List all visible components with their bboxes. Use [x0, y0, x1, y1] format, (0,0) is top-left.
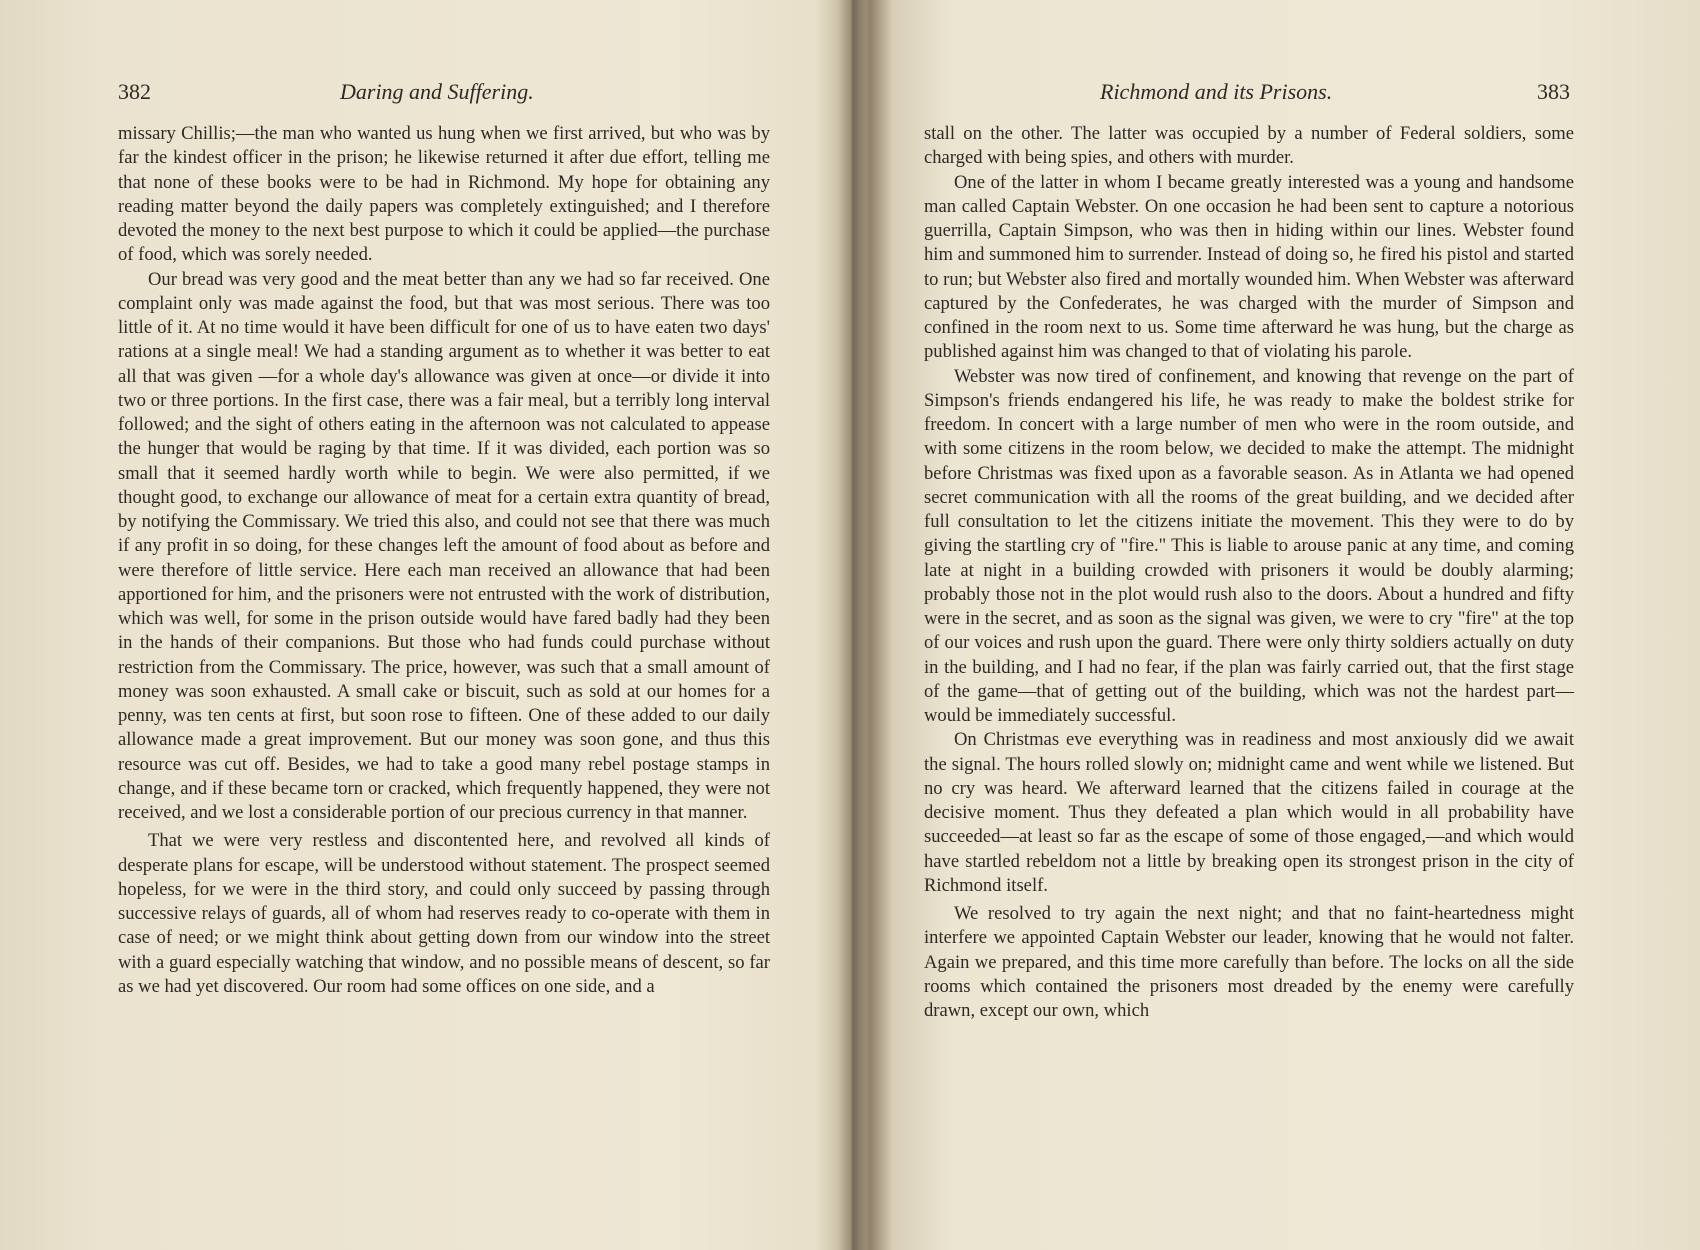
- right-page-header: [920, 72, 1570, 112]
- left-page-number: 382: [118, 79, 151, 104]
- left-paragraph-2: Our bread was very good and the meat better than any we had so far received. One complaint only was made against the food, but that was most serious. There was too little of it. At no time would it have been difficult for one of us to have eaten two days' rations at a single meal! We had a standing argument as to whether it was better to eat all that was given —for a whole day's allowance was given at once—or divide it into two or three portions. In the first case, there was a fair meal, but a terribly long interval followed; and the sight of others eating in the afternoon was not calculated to appease the hunger that would be raging by that time. If it was divided, each portion was so small that it seemed hardly worth while to begin. We were also permitted, if we thought good, to exchange our allowance of meat for a certain extra quantity of bread, by notifying the Commissary. We tried this also, and could not see that there was much if any profit in so doing, for these changes left the amount of food about as before and were therefore of little service. Here each man received an allowance that had been apportioned for him, and the prisoners were not entrusted with the work of distribution, which was well, for some in the prison outside would have fared badly had they been in the hands of their companions. But those who had funds could purchase without restriction from the Commissary. The price, however, was such that a small amount of money was soon exhausted. A small cake or biscuit, such as sold at our homes for a penny, was ten cents at first, but soon rose to fifteen. One of these added to our daily allowance made a great improvement. But our money was soon gone, and thus this resource was cut off. Besides, we had to take a good many rebel postage stamps in change, and if these became torn or cracked, which frequently happened, they were not received, and we lost a considerable portion of our precious currency in that manner.: [118, 268, 770, 823]
- right-page-body: [924, 122, 1574, 1023]
- right-paragraph-1: stall on the other. The latter was occupied by a number of Federal soldiers, some charged with being spies, and others with murder.: [924, 123, 1574, 169]
- right-page-number: 383: [1537, 79, 1570, 104]
- right-paragraph-2: One of the latter in whom I became greatly interested was a young and handsome man called Captain Webster. On one occasion he had been sent to capture a notorious guerrilla, Captain Simpson, who was then in hiding within our lines. Webster found him and summoned him to surrender. Instead of doing so, he fired his pistol and started to run; but Webster also fired and mortally wounded him. When Webster was afterward captured by the Confederates, he was charged with the murder of Simpson and confined in the room next to us. Some time afterward he was hung, but the charge as published against him was changed to that of violating his parole.: [924, 171, 1574, 363]
- left-paragraph-1: missary Chillis;—the man who wanted us hung when we first arrived, but who was by far the kindest officer in the prison; he likewise returned it after due effort, telling me that none of these books were to be had in Richmond. My hope for obtaining any reading matter beyond the daily papers was completely extinguished; and I therefore devoted the money to the next best purpose to which it could be applied—the purchase of food, which was sorely needed.: [118, 123, 770, 266]
- right-page: [850, 0, 1700, 1250]
- left-paragraph-3: That we were very restless and discontented here, and revolved all kinds of desperate plans for escape, will be understood without statement. The prospect seemed hopeless, for we were in the third story, and could only succeed by passing through successive relays of guards, all of whom had reserves ready to co-operate with them in case of need; or we might think about getting down from our window into the street with a guard especially watching that window, and no possible means of descent, so far as we had yet discovered. Our room had some offices on one side, and a: [118, 830, 770, 997]
- left-page-header: [118, 72, 768, 112]
- right-paragraph-4: On Christmas eve everything was in readiness and most anxiously did we await the signal. The hours rolled slowly on; midnight came and went while we listened. But no cry was heard. We afterward learned that the citizens failed in courage at the decisive moment. Thus they defeated a plan which would in all probability have succeeded—at least so far as the escape of some of those engaged,—and which would have startled rebeldom not a little by breaking open its strongest prison in the city of Richmond itself.: [924, 729, 1574, 896]
- right-paragraph-5: We resolved to try again the next night; and that no faint-heartedness might interfere we appointed Captain Webster our leader, knowing that he would not falter. Again we prepared, and this time more carefully than before. The locks on all the side rooms which contained the prisoners most dreaded by the enemy were carefully drawn, except our own, which: [924, 903, 1574, 1021]
- left-page-body: [118, 122, 770, 999]
- right-running-head: Richmond and its Prisons.: [1100, 79, 1333, 104]
- left-running-head: Daring and Suffering.: [340, 79, 534, 104]
- right-paragraph-3: Webster was now tired of confinement, and knowing that revenge on the part of Simpson's friends endangered his life, he was ready to make the boldest strike for freedom. In concert with a large number of men who were in the room outside, and with some citizens in the room below, we decided to make the attempt. The midnight before Christmas was fixed upon as a favorable season. As in Atlanta we had opened secret communication with all the rooms of the great building, and we decided after full consultation to let the citizens initiate the movement. This they were to do by giving the startling cry of "fire." This is liable to arouse panic at any time, and coming late at night in a building crowded with prisoners it would be doubly alarming; probably those not in the plot would rush also to the doors. About a hundred and fifty were in the secret, and as soon as the signal was given, we were to cry "fire" at the top of our voices and rush upon the guard. There were only thirty soldiers actually on duty in the building, and I had no fear, if the plan was fairly carried out, that the first stage of the game—that of getting out of the building, which was not the hardest part—would be immediately successful.: [924, 365, 1574, 726]
